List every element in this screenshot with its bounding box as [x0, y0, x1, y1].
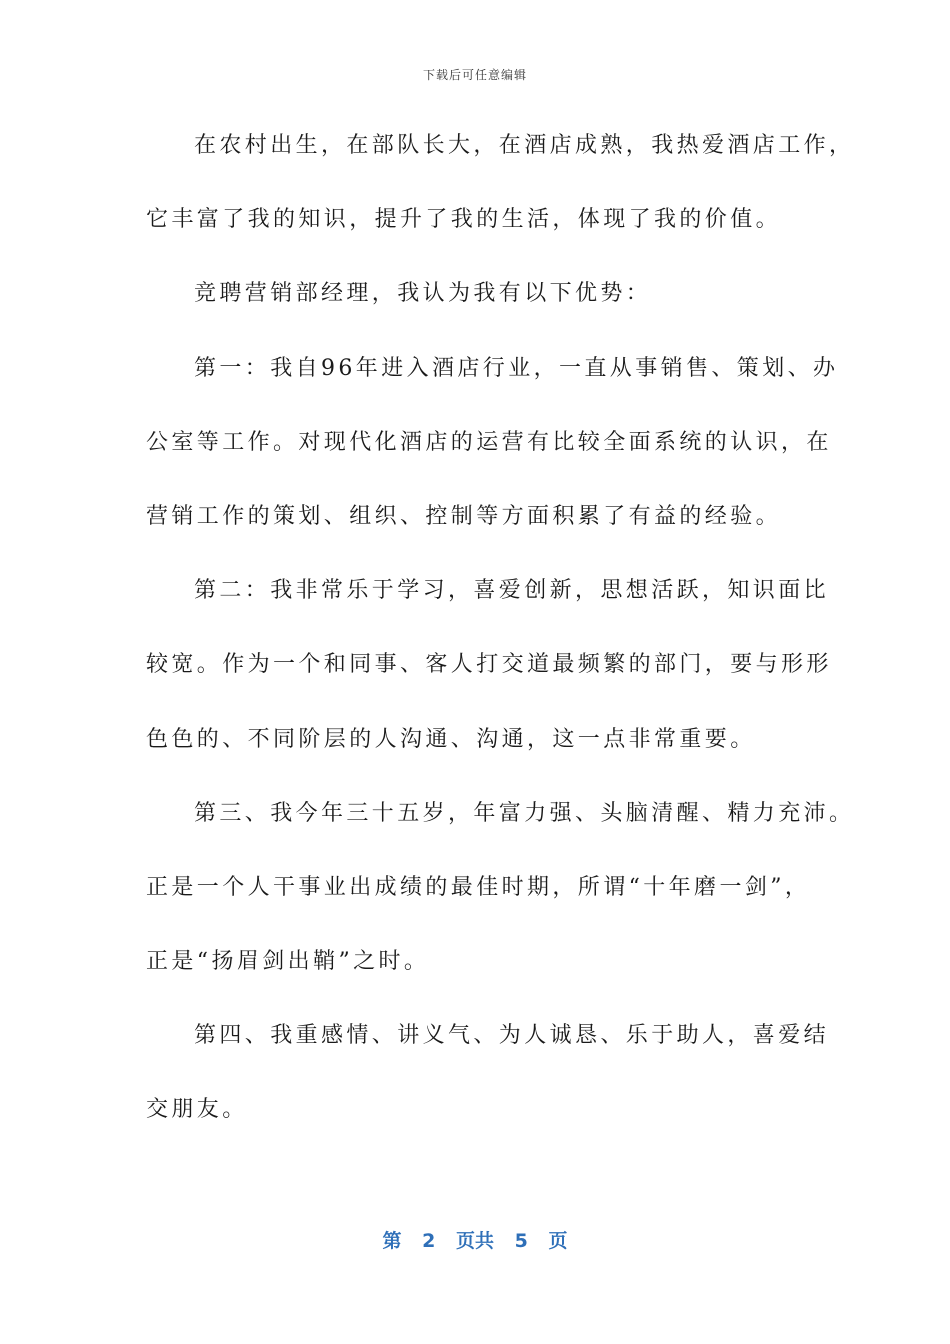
footer-suffix: 页	[548, 1230, 568, 1252]
total-pages-number: 5	[514, 1230, 528, 1252]
text-line: 在农村出生，在部队长大，在酒店成熟，我热爱酒店工作，	[194, 133, 855, 158]
text-line: 第二：我非常乐于学习，喜爱创新，思想活跃，知识面比	[194, 578, 830, 604]
page-footer	[0, 1226, 950, 1253]
text-line: 公室等工作。对现代化酒店的运营有比较全面系统的认识，在	[146, 429, 832, 455]
header-note: 下载后可任意编辑	[422, 68, 527, 82]
text-line: 第三、我今年三十五岁，年富力强、头脑清醒、精力充沛。	[194, 800, 855, 826]
text-line: 第四、我重感情、讲义气、为人诚恳、乐于助人，喜爱结	[194, 1023, 830, 1049]
footer-middle: 页共	[455, 1230, 494, 1252]
text-line: 交朋友。	[146, 1097, 248, 1123]
text-line: 较宽。作为一个和同事、客人打交道最频繁的部门，要与形形	[146, 652, 832, 678]
text-line: 正是一个人干事业出成绩的最佳时期，所谓“十年磨一剑”，	[146, 874, 811, 900]
text-line: 第一：我自96年进入酒店行业，一直从事销售、策划、办	[194, 355, 839, 381]
text-line: 营销工作的策划、组织、控制等方面积累了有益的经验。	[146, 503, 782, 529]
footer-prefix: 第	[382, 1230, 402, 1252]
body-text	[146, 120, 855, 1159]
text-line: 色色的、不同阶层的人沟通、沟通，这一点非常重要。	[146, 726, 756, 752]
text-line: 竞聘营销部经理，我认为我有以下优势：	[194, 281, 652, 307]
text-line: 正是“扬眉剑出鞘”之时。	[146, 949, 430, 975]
text-line: 它丰富了我的知识，提升了我的生活，体现了我的价值。	[146, 207, 782, 233]
current-page-number: 2	[422, 1230, 436, 1252]
